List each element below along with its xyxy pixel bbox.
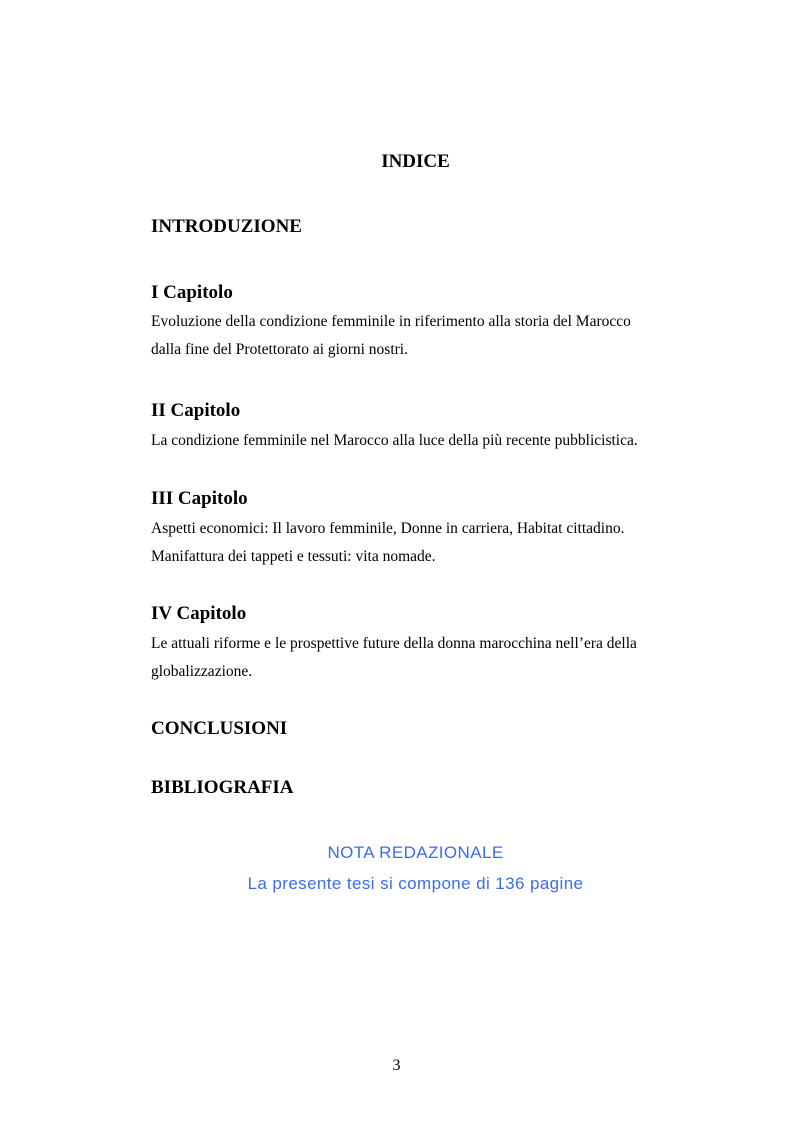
chapter-2-heading: II Capitolo <box>151 400 241 421</box>
editorial-note-text: La presente tesi si compone di 136 pagine <box>247 874 584 893</box>
chapter-3-line-2: Manifattura dei tappeti e tessuti: vita nomade. <box>151 548 436 565</box>
editorial-note-title: NOTA REDAZIONALE <box>327 843 504 862</box>
chapter-4-line-2: globalizzazione. <box>151 663 253 680</box>
chapter-4-line-1: Le attuali riforme e le prospettive future della donna marocchina nell’era della <box>151 635 637 652</box>
chapter-1-description <box>151 308 671 364</box>
chapter-1-line-1: Evoluzione della condizione femminile in riferimento alla storia del Marocco <box>151 313 631 330</box>
chapter-1-line-2: dalla fine del Protettorato ai giorni nostri. <box>151 341 408 358</box>
chapter-3-line-1: Aspetti economici: Il lavoro femminile, Donne in carriera, Habitat cittadino. <box>151 520 625 537</box>
chapter-4-heading: IV Capitolo <box>151 603 247 624</box>
page-number: 3 <box>392 1057 401 1074</box>
chapter-3-description <box>151 515 671 571</box>
conclusions-heading: CONCLUSIONI <box>151 718 288 739</box>
chapter-1-heading: I Capitolo <box>151 282 233 303</box>
chapter-2-description <box>151 427 671 455</box>
bibliography-heading: BIBLIOGRAFIA <box>151 777 294 798</box>
introduction-heading: INTRODUZIONE <box>151 216 302 237</box>
chapter-4-description <box>151 630 671 686</box>
chapter-3-heading: III Capitolo <box>151 488 248 509</box>
chapter-2-line-1: La condizione femminile nel Marocco alla luce della più recente pubblicistica. <box>151 432 638 449</box>
index-title: INDICE <box>381 151 450 172</box>
